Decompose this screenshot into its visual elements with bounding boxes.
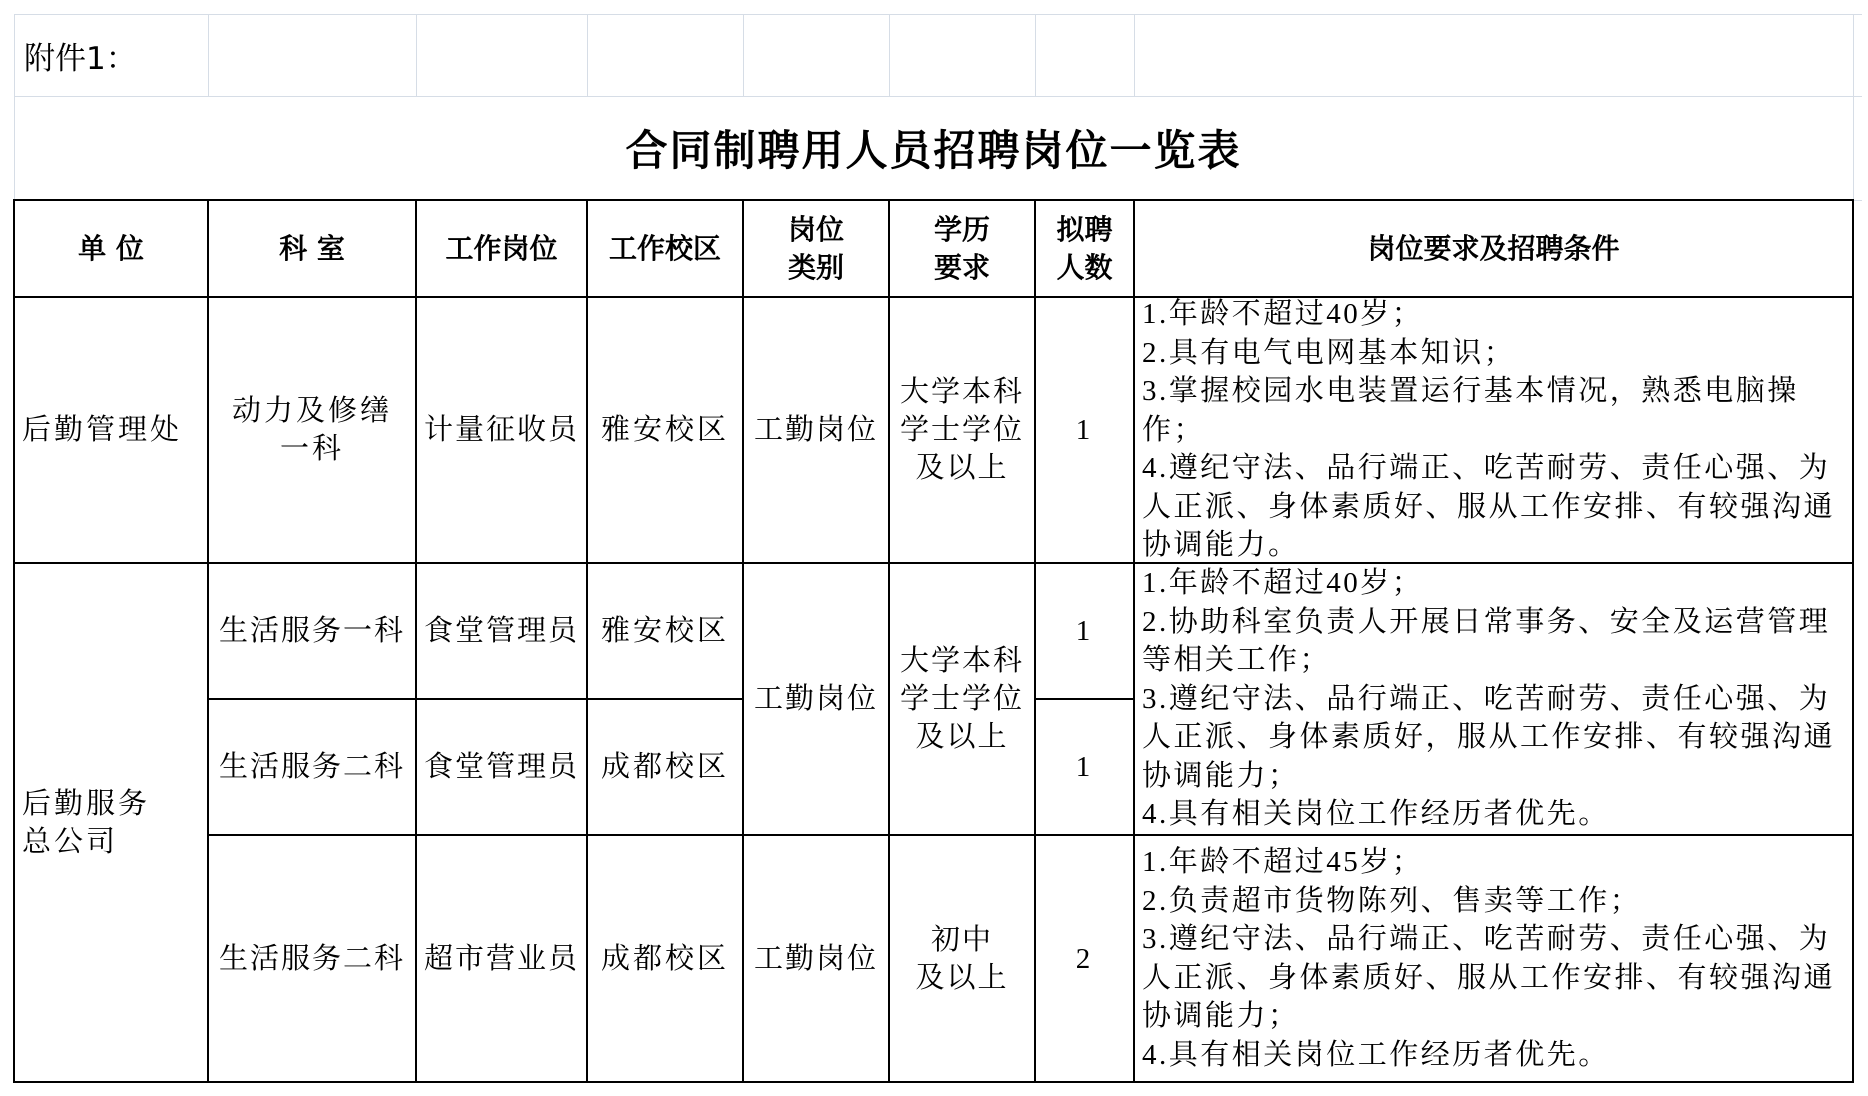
grid-line [587,14,588,96]
table-border [1852,199,1854,1083]
header-requirements: 岗位要求及招聘条件 [1367,231,1620,265]
header-department: 科 室 [279,231,345,265]
grid-line [14,14,1862,15]
header-education-line: 要求 [933,250,990,284]
row4-position: 超市营业员 [423,942,579,975]
header-category [743,200,889,297]
row1-education-line: 大学本科 [899,376,1024,408]
header-education-line: 学历 [933,212,990,246]
row2-requirements [1134,563,1853,835]
row2-unit-line: 总公司 [22,825,119,858]
requirement-line: 4.具有相关岗位工作经历者优先。 [1142,798,1610,831]
header-position: 工作岗位 [445,231,558,265]
requirement-line: 3.掌握校园水电装置运行基本情况，熟悉电脑操 [1142,375,1799,408]
table-border [14,199,1854,201]
requirement-line: 4.具有相关岗位工作经历者优先。 [1142,1038,1610,1071]
requirement-line: 2.负责超市货物陈列、售卖等工作； [1142,884,1642,917]
row2-position: 食堂管理员 [423,615,579,647]
row2-department: 生活服务一科 [218,615,405,647]
table-border [13,199,15,1083]
grid-line [1035,14,1036,96]
requirement-line: 协调能力。 [1142,529,1300,562]
requirement-line: 人正派、身体素质好、服从工作安排、有较强沟通 [1142,961,1836,994]
requirement-line: 人正派、身体素质好，服从工作安排、有较强沟通 [1142,721,1836,754]
table-border [14,1081,1854,1083]
header-count-line: 拟聘 [1056,212,1113,246]
header-count [1035,200,1134,297]
header-category-line: 类别 [787,250,844,284]
requirement-line: 人正派、身体素质好、服从工作安排、有较强沟通 [1142,490,1836,523]
header-category-line: 岗位 [787,212,844,246]
row4-category: 工勤岗位 [753,942,878,975]
grid-line [743,14,744,96]
requirement-line: 协调能力； [1142,759,1300,792]
requirement-line: 1.年龄不超过45岁； [1142,846,1424,878]
row3-campus: 成都校区 [600,751,729,783]
row1-department-line: 动力及修缮 [231,395,392,427]
row1-department-line: 一科 [279,433,344,465]
table-border [888,199,890,1083]
row1-unit: 后勤管理处 [22,414,183,446]
row1-education [889,297,1035,563]
row2-education-line: 大学本科 [899,645,1024,677]
row1-education-line: 及以上 [915,452,1009,484]
row1-category: 工勤岗位 [753,414,878,446]
row4-requirements [1134,835,1853,1082]
header-unit: 单 位 [78,231,144,265]
requirement-line: 2.协助科室负责人开展日常事务、安全及运营管理 [1142,605,1831,638]
table-border [415,199,417,1083]
table-border [586,199,588,1083]
row4-education-line: 初中 [930,923,993,956]
grid-line [1134,14,1135,96]
requirement-line: 3.遵纪守法、品行端正、吃苦耐劳、责任心强、为 [1142,923,1831,955]
requirement-line: 4.遵纪守法、品行端正、吃苦耐劳、责任心强、为 [1142,452,1831,485]
grid-line [416,14,417,96]
row4-education [889,835,1035,1082]
grid-line [208,14,209,96]
table-border [1133,199,1135,1083]
row2-unit-line: 后勤服务 [22,787,151,820]
row2-education [889,563,1035,835]
row4-education-line: 及以上 [915,961,1009,994]
table-border [207,199,209,1083]
row4-campus: 成都校区 [600,942,729,975]
header-campus: 工作校区 [608,231,721,265]
row1-campus: 雅安校区 [600,414,729,446]
requirement-line: 2.具有电气电网基本知识； [1142,336,1516,369]
header-education [889,200,1035,297]
row2-campus: 雅安校区 [600,615,729,647]
table-border [14,562,1854,564]
row2-count: 1 [1075,615,1094,647]
row4-department: 生活服务二科 [218,942,405,975]
page-title: 合同制聘用人员招聘岗位一览表 [625,126,1242,175]
row2-education-line: 学士学位 [899,683,1024,715]
table-border [742,199,744,1083]
grid-line [889,14,890,96]
table-border [14,296,1854,298]
table-border [1034,199,1036,1083]
row1-education-line: 学士学位 [899,414,1024,446]
header-count-line: 人数 [1056,250,1113,284]
table-border [1035,698,1135,700]
grid-line [1853,14,1854,200]
row3-position: 食堂管理员 [423,751,579,783]
row1-department [208,297,416,563]
row4-count: 2 [1075,942,1094,975]
requirement-line: 1.年龄不超过40岁； [1142,567,1424,600]
row2-unit [14,563,208,1082]
row1-requirements [1134,297,1853,563]
row2-education-line: 及以上 [915,721,1009,753]
requirement-line: 1.年龄不超过40岁； [1142,298,1424,331]
requirement-line: 等相关工作； [1142,644,1332,677]
row3-count: 1 [1075,751,1094,783]
row1-count: 1 [1075,414,1094,446]
row2-category: 工勤岗位 [753,683,878,715]
requirement-line: 协调能力； [1142,1000,1300,1032]
attachment-label: 附件1： [24,40,137,77]
requirement-line: 3.遵纪守法、品行端正、吃苦耐劳、责任心强、为 [1142,682,1831,715]
row1-position: 计量征收员 [423,414,579,446]
table-border [208,834,1854,836]
requirement-line: 作； [1142,413,1206,446]
row3-department: 生活服务二科 [218,751,405,783]
table-border [208,698,744,700]
